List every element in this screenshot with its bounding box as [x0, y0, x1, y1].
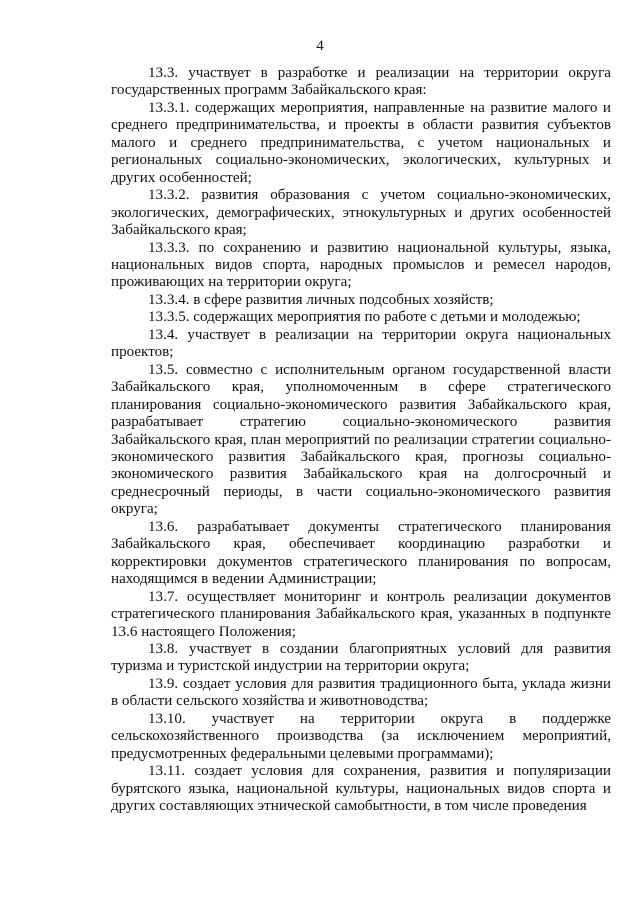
paragraph-13-4: 13.4. участвует в реализации на территории округа национальных проектов;: [111, 326, 611, 361]
paragraph-13-10: 13.10. участвует на территории округа в поддержке сельскохозяйственного производства (за исключением мероприятий, предусмотренных федеральными целевыми программами);: [111, 710, 611, 762]
paragraph-13-6: 13.6. разрабатывает документы стратегического планирования Забайкальского края, обеспечивает координацию разработки и корректировки документов стратегического планирования по вопросам, находящимся в ведении Администрации;: [111, 518, 611, 588]
paragraph-13-3: 13.3. участвует в разработке и реализации на территории округа государственных программ Забайкальского края:: [111, 65, 611, 99]
paragraph-13-5: 13.5. совместно с исполнительным органом государственной власти Забайкальского края, уполномоченным в сфере стратегического планирования социально-экономического развития Забайкальского края, разрабатывает стратегию социально-экономического развития Забайкальского края, план мероприятий по реализации стратегии социально-экономического развития Забайкальского края, прогнозы социально-экономического развития Забайкальского края на долгосрочный и среднесрочный периоды, в части социально-экономического развития округа;: [111, 361, 611, 518]
paragraph-13-11: 13.11. создает условия для сохранения, развития и популяризации бурятского языка, национальной культуры, национальных видов спорта и других составляющих этнической самобытности, в том числе проведения: [111, 763, 611, 815]
paragraph-13-7: 13.7. осуществляет мониторинг и контроль реализации документов стратегического планирования Забайкальского края, указанных в подпункте 13.6 настоящего Положения;: [111, 588, 611, 640]
paragraph-13-3-5: 13.3.5. содержащих мероприятия по работе с детьми и молодежью;: [148, 309, 581, 326]
paragraph-13-9: 13.9. создает условия для развития традиционного быта, уклада жизни в области сельского хозяйства и животноводства;: [111, 675, 611, 710]
document-body: [111, 65, 611, 815]
paragraph-13-3-4: 13.3.4. в сфере развития личных подсобных хозяйств;: [148, 291, 494, 308]
paragraph-13-3-2: 13.3.2. развития образования с учетом социально-экономических, экологических, демографических, этнокультурных и других особенностей Забайкальского края;: [111, 187, 611, 239]
paragraph-13-8: 13.8. участвует в создании благоприятных условий для развития туризма и туристской индустрии на территории округа;: [111, 640, 611, 675]
paragraph-13-3-1: 13.3.1. содержащих мероприятия, направленные на развитие малого и среднего предпринимательства, и проекты в области развития субъектов малого и среднего предпринимательства, с учетом национальных и региональных социально-экономических, экологических, культурных и других особенностей;: [111, 99, 611, 186]
paragraph-13-3-3: 13.3.3. по сохранению и развитию национальной культуры, языка, национальных видов спорта, народных промыслов и ремесел народов, проживающих на территории округа;: [111, 239, 611, 291]
page-number: 4: [316, 38, 324, 54]
